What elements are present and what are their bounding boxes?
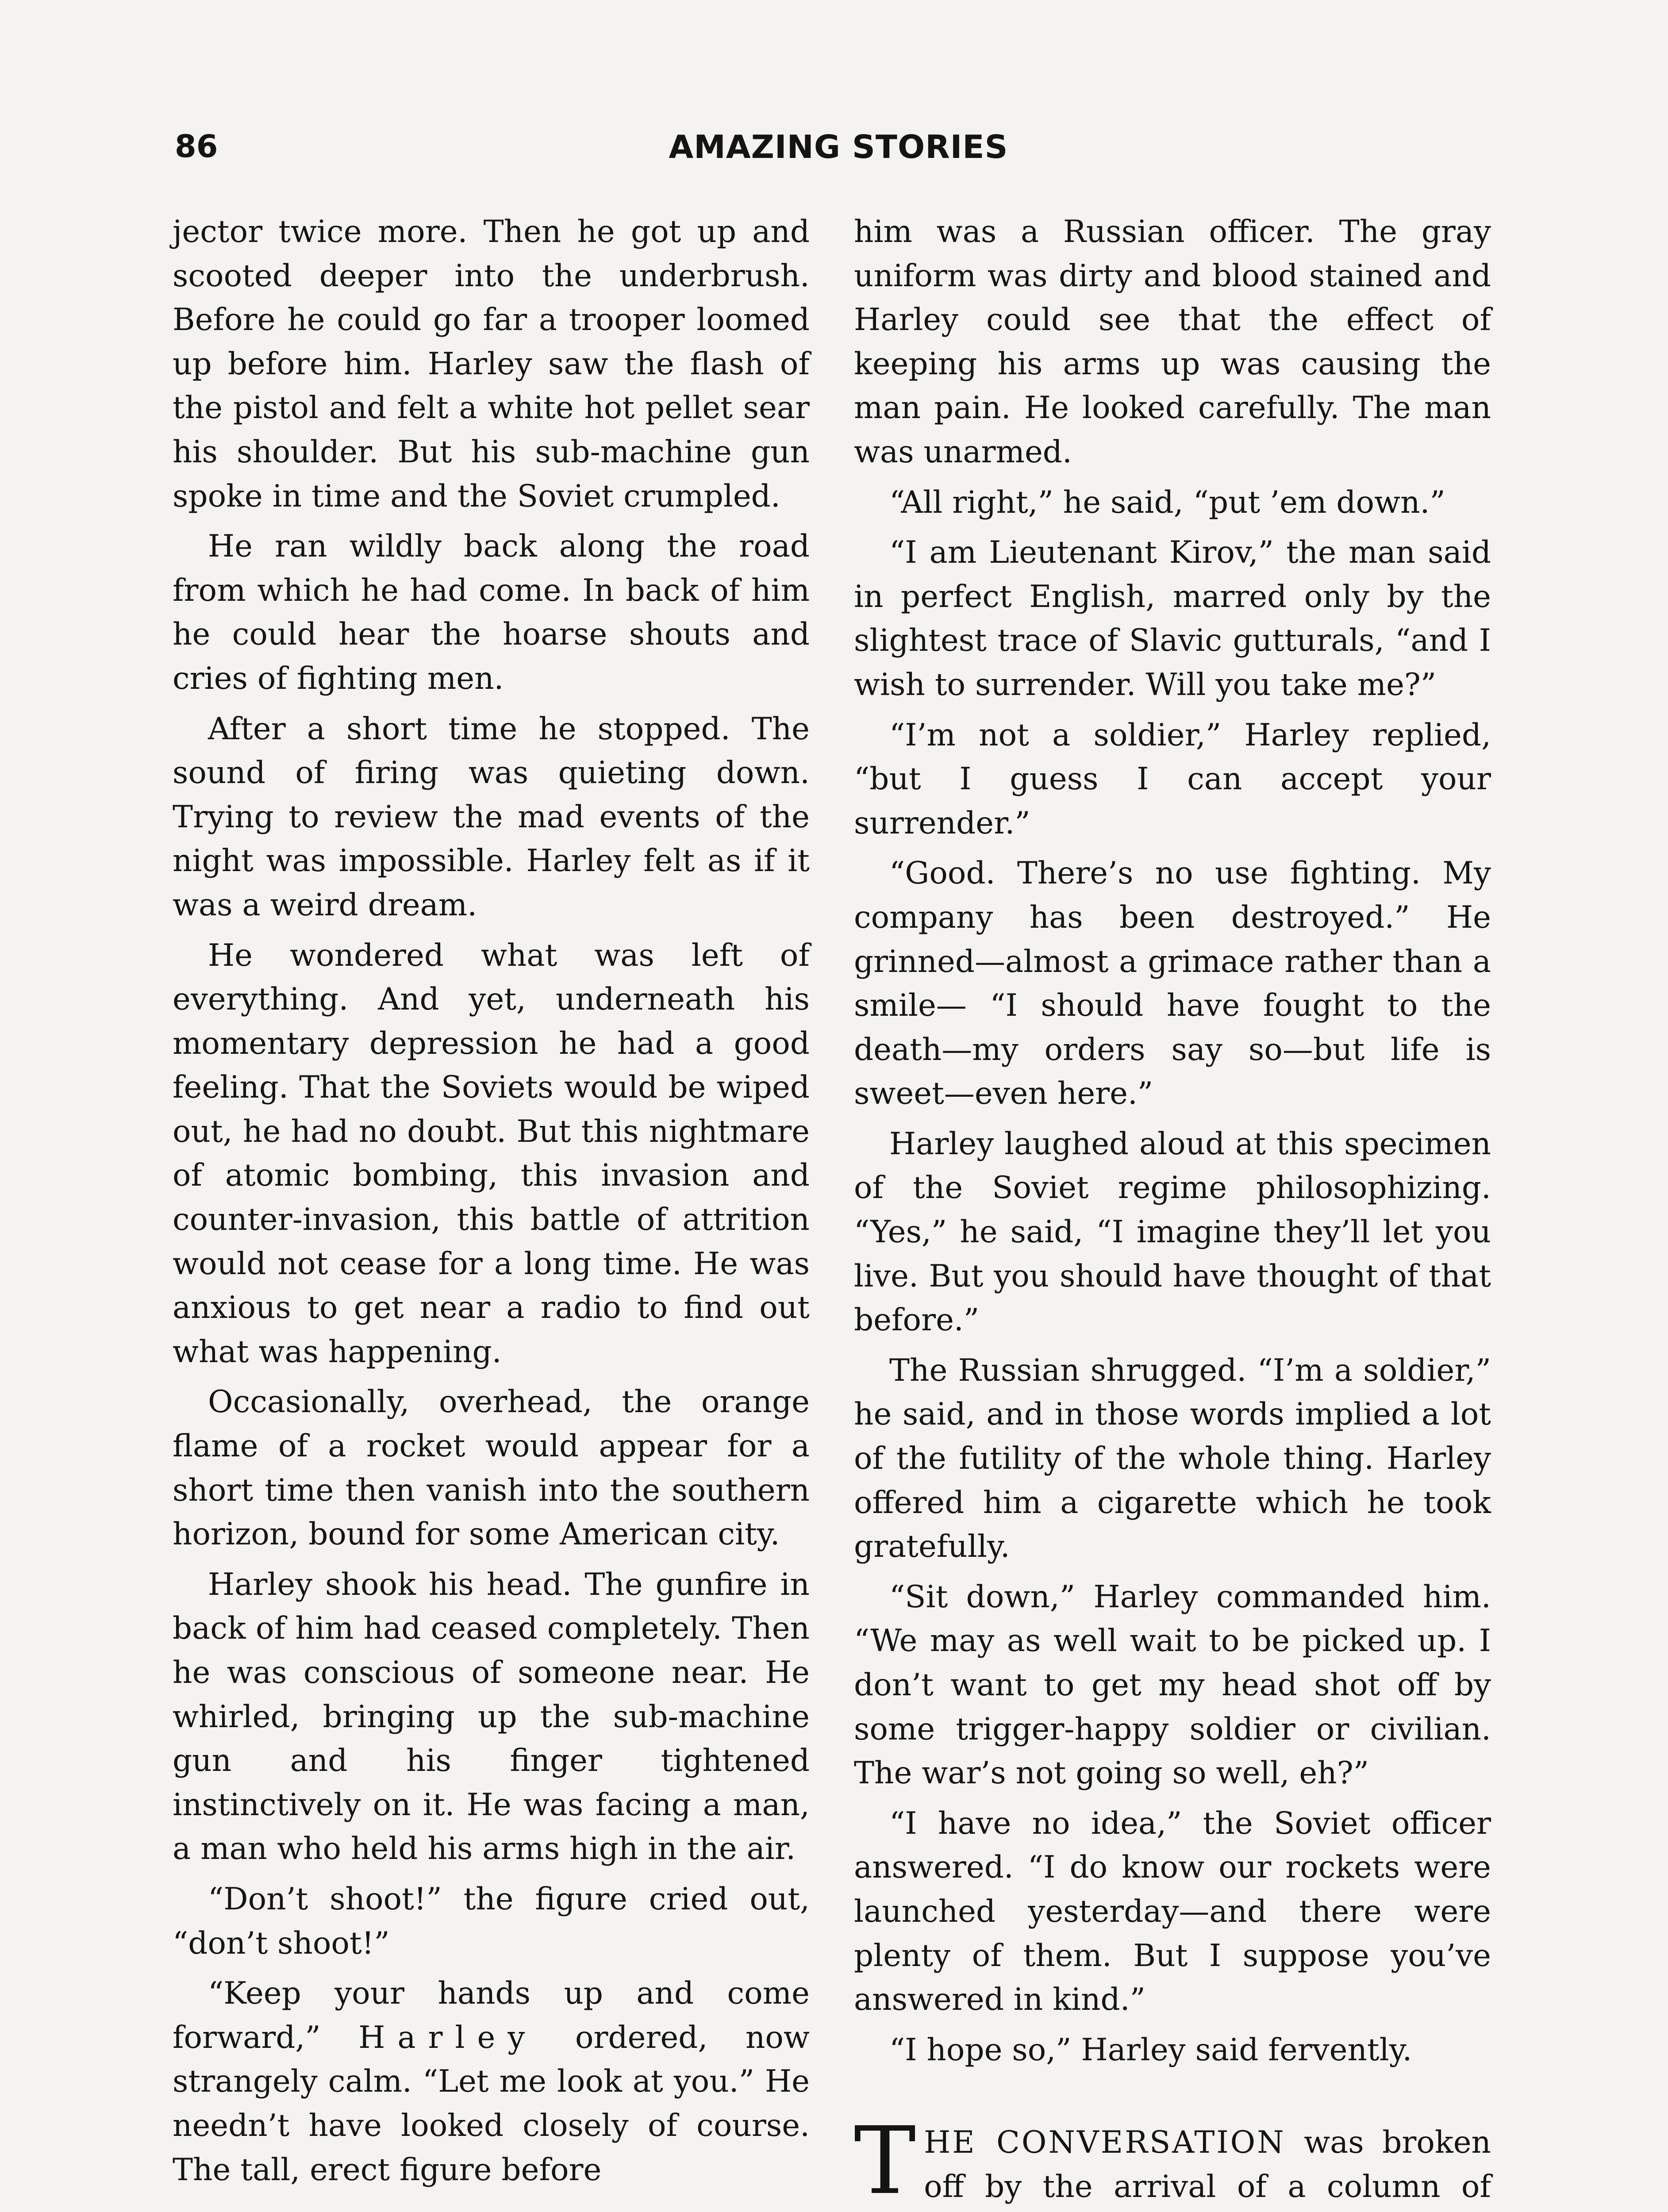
left-column	[173, 210, 810, 2198]
magazine-title: AMAZING STORIES	[669, 128, 1008, 165]
paragraph: “I have no idea,” the Soviet officer answered. “I do know our rockets were launched yesterday—and there were plenty of them. But I suppose you’ve answered in kind.”	[854, 1805, 1491, 2018]
spaced-name: Harley	[358, 2020, 538, 2055]
paragraph: “All right,” he said, “put ’em down.”	[889, 484, 1445, 520]
paragraph: “Don’t shoot!” the figure cried out, “don’t shoot!”	[173, 1881, 810, 1961]
paragraph: He ran wildly back along the road from which he had come. In back of him he could hear the hoarse shouts and cries of fighting men.	[173, 529, 810, 696]
paragraph: “I am Lieutenant Kirov,” the man said in perfect English, marred only by the slightest trace of Slavic gutturals, “and I wish to surrender. Will you take me?”	[854, 535, 1491, 703]
paragraph: The Russian shrugged. “I’m a soldier,” he said, and in those words implied a lot of the futility of the whole thing. Harley offered him a cigarette which he took gratefully.	[854, 1352, 1491, 1565]
lead-caps: HE CONVERSATION	[924, 2125, 1286, 2161]
text-run: ordered, now strangely calm. “Let me look at you.” He needn’t have looked closely of course. The tall, erect figure before	[173, 2020, 810, 2188]
page-number: 86	[175, 128, 218, 165]
paragraph: Harley shook his head. The gunfire in back of him had ceased completely. Then he was conscious of someone near. He whirled, bringing up the sub-machine gun and his finger tightened instinctively on it. He was facing a man, a man who held his arms high in the air.	[173, 1567, 810, 1867]
paragraph: After a short time he stopped. The sound of firing was quieting down. Trying to review the mad events of the night was impossible. Harley felt as if it was a weird dream.	[173, 711, 810, 923]
paragraph: Occasionally, overhead, the orange flame of a rocket would appear for a short time then vanish into the southern horizon, bound for some American city.	[173, 1384, 810, 1552]
text-run: “Keep your hands up and come forward,”	[173, 1976, 810, 2055]
paragraph	[173, 1972, 810, 2192]
paragraph: “I’m not a soldier,” Harley replied, “but I guess I can accept your surrender.”	[854, 717, 1491, 841]
page-header	[175, 128, 1502, 177]
paragraph: “Sit down,” Harley commanded him. “We may as well wait to be picked up. I don’t want to get my head shot off by some trigger-happy soldier or civilian. The war’s not going so well, eh?”	[854, 1579, 1491, 1791]
drop-cap: T	[854, 2107, 916, 2212]
paragraph: him was a Russian officer. The gray uniform was dirty and blood stained and Harley could see that the effect of keeping his arms up was causing the man pain. He looked carefully. The man was unarmed.	[854, 214, 1491, 470]
paragraph: Harley laughed aloud at this specimen of the Soviet regime philosophizing. “Yes,” he said, “I imagine they’ll let you live. But you should have thought of that before.”	[854, 1126, 1491, 1338]
section-opening-paragraph	[854, 2107, 1491, 2212]
paragraph: “Good. There’s no use fighting. My company has been destroyed.” He grinned—almost a grimace rather than a smile— “I should have fought to the death—my orders say so—but life is sweet—even here.”	[854, 856, 1491, 1112]
right-column	[854, 210, 1491, 2212]
paragraph: He wondered what was left of everything. And yet, underneath his momentary depression he had a good feeling. That the Soviets would be wiped out, he had no doubt. But this nightmare of atomic bombing, this invasion and counter-invasion, this battle of attrition would not cease for a long time. He was anxious to get near a radio to find out what was happening.	[173, 937, 810, 1370]
paragraph: jector twice more. Then he got up and scooted deeper into the underbrush. Before he could go far a trooper loomed up before him. Harley saw the flash of the pistol and felt a white hot pellet sear his shoulder. But his sub-machine gun spoke in time and the Soviet crumpled.	[173, 214, 810, 514]
text-run: was broken off by the arrival of a column of	[924, 2125, 1491, 2204]
paragraph: “I hope so,” Harley said fervently.	[889, 2032, 1412, 2068]
